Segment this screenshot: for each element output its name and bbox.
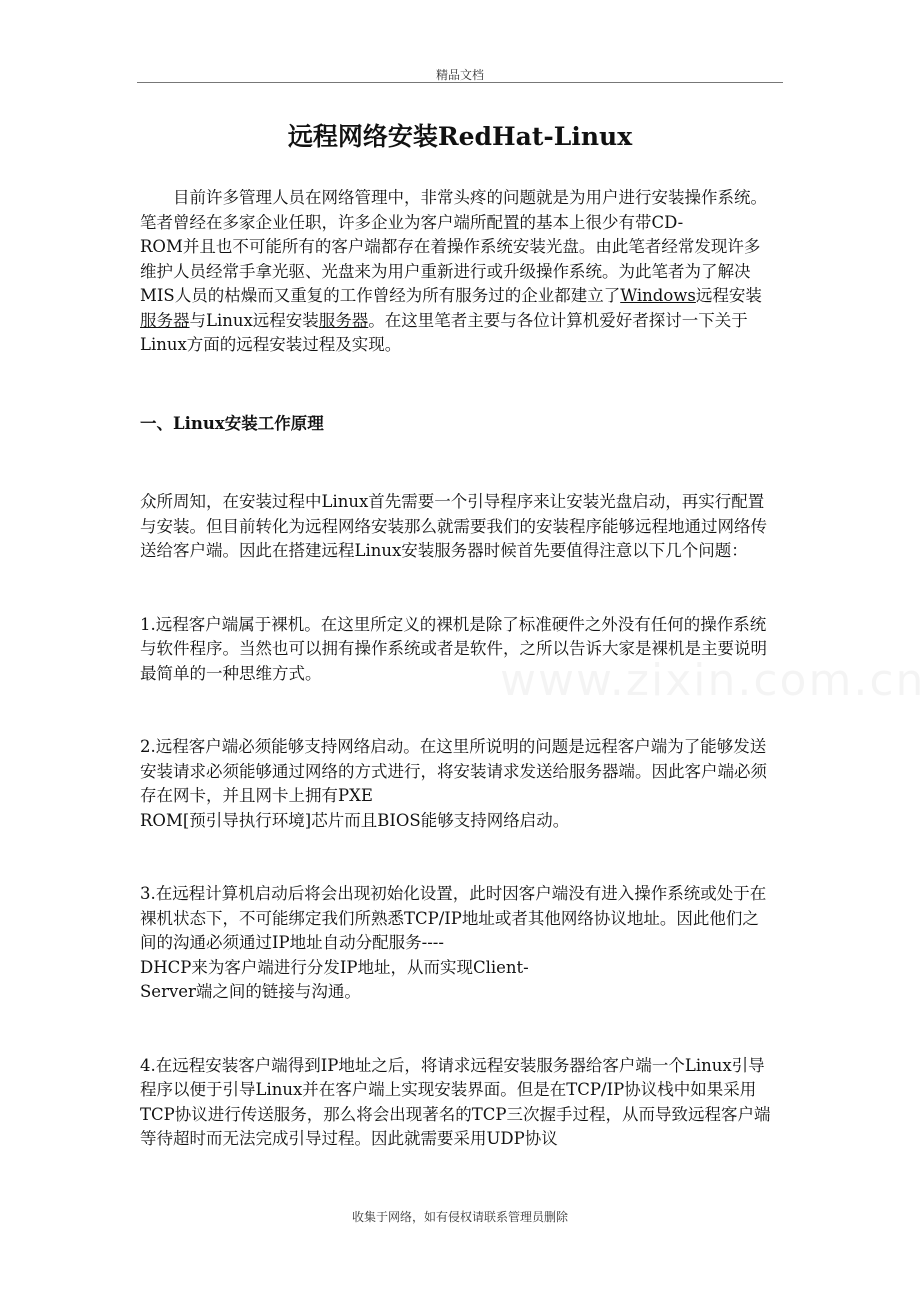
overview-paragraph: 众所周知，在安装过程中Linux首先需要一个引导程序来让安装光盘启动，再实行配置与安装。但目前转化为远程网络安装那么就需要我们的安装程序能够远程地通过网络传送给客户端。因此在搭建远程Linux安装服务器时候首先要值得注意以下几个问题： [140,492,767,560]
intro-text-2: 远程安装 [695,286,762,305]
intro-text-3: 与Linux远程安装 [189,310,319,330]
server-link-2[interactable]: 服务器 [318,310,369,330]
intro-paragraph [140,186,772,358]
server-link-1[interactable]: 服务器 [140,310,190,330]
point-3-paragraph [140,882,772,1005]
point-3-line-1: 3.在远程计算机启动后将会出现初始化设置，此时因客户端没有进入操作系统或处于在裸机状态下，不可能绑定我们所熟悉TCP/IP地址或者其他网络协议地址。因此他们之间的沟通必须通过IP地址自动分配服务---- [140,884,767,952]
windows-link[interactable]: Windows [620,286,696,305]
point-3-line-3: Server端之间的链接与沟通。 [140,982,361,1001]
page-header: 精品文档 [435,68,484,82]
intro-line-2: ROM并且也不可能所有的客户端都存在着操作系统安装光盘。由此笔者经常发现许多维护人员经常手拿光驱、光盘来为用户重新进行或升级操作系统。为此笔者为了解决MIS人员的枯燥而又重复的工作曾经为所有服务过的企业都建立了 [140,237,761,305]
spacer [140,1005,772,1054]
spacer [140,686,772,735]
document-title: 远程网络安装RedHat-Linux [287,122,633,151]
point-2-paragraph [140,735,772,833]
spacer [140,358,772,412]
section-heading-1: 一、Linux安装工作原理 [140,413,324,433]
spacer [140,833,772,882]
point-4-paragraph: 4.在远程安装客户端得到IP地址之后，将请求远程安装服务器给客户端一个Linux引导程序以便于引导Linux并在客户端上实现安装界面。但是在TCP/IP协议栈中如果采用TCP协议进行传送服务，那么将会出现著名的TCP三次握手过程，从而导致远程客户端等待超时而无法完成引导过程。因此就需要采用UDP协议 [140,1055,771,1148]
point-1-paragraph: 1.远程客户端属于裸机。在这里所定义的裸机是除了标准硬件之外没有任何的操作系统与软件程序。当然也可以拥有操作系统或者是软件，之所以告诉大家是裸机是主要说明最简单的一种思维方式。 [140,614,767,683]
spacer [140,436,772,490]
spacer [140,564,772,613]
page-footer: 收集于网络，如有侵权请联系管理员删除 [351,1210,568,1224]
point-2-line-1: 2.远程客户端必须能够支持网络启动。在这里所说明的问题是远程客户端为了能够发送安装请求必须能够通过网络的方式进行，将安装请求发送给服务器端。因此客户端必须存在网卡，并且网卡上拥有PXE [140,737,767,805]
point-3-line-2: DHCP来为客户端进行分发IP地址，从而实现Client- [140,957,529,977]
intro-line-1: 目前许多管理人员在网络管理中，非常头疼的问题就是为用户进行安装操作系统。笔者曾经在多家企业任职，许多企业为客户端所配置的基本上很少有带CD- [140,188,767,232]
document-body [140,186,772,1152]
point-2-line-2: ROM[预引导执行环境]芯片而且BIOS能够支持网络启动。 [140,810,570,830]
header-divider [137,82,783,83]
intro-text-4: 。在这里笔者主要与各位计算机爱好者探讨一下关于Linux方面的远程安装过程及实现。 [140,310,748,354]
